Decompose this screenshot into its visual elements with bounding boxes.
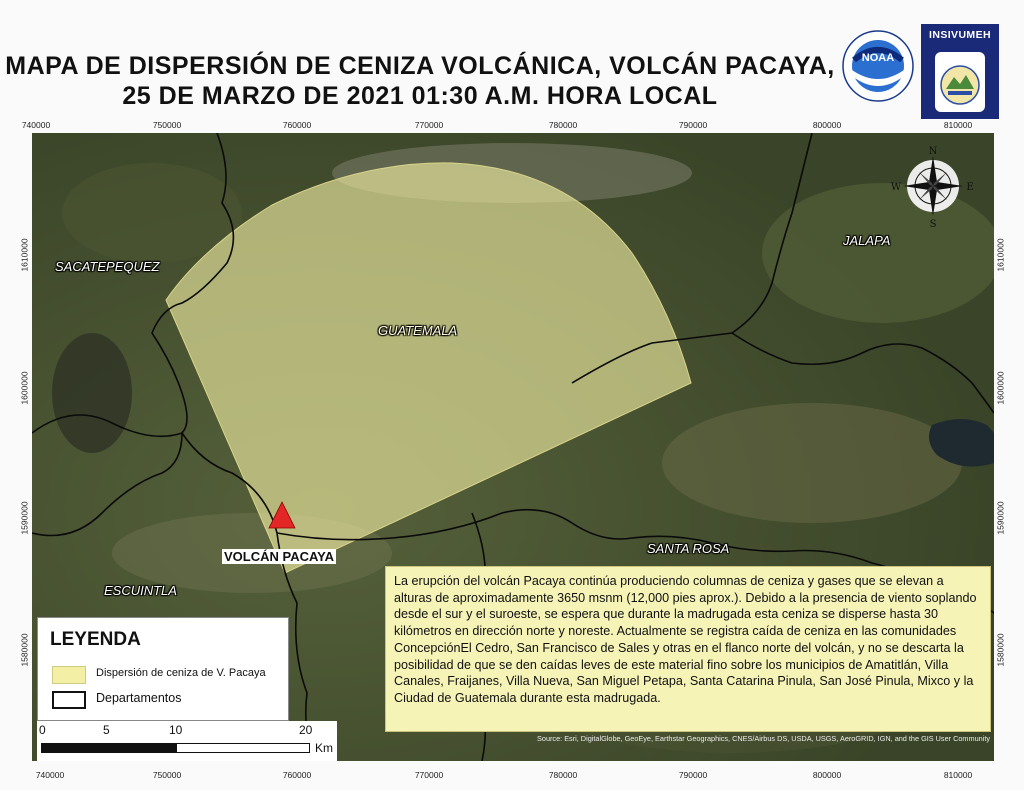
scale-bar-segment-dark <box>41 743 177 753</box>
grid-tick-x-top: 770000 <box>414 120 444 130</box>
place-label-santa-rosa: SANTA ROSA <box>647 541 730 556</box>
place-label-jalapa: JALAPA <box>843 233 891 248</box>
grid-tick-y-left: 1610000 <box>19 238 30 272</box>
grid-tick-x-bottom: 740000 <box>35 770 65 780</box>
grid-tick-y-right: 1590000 <box>995 501 1006 535</box>
insivumeh-logo-text: INSIVUMEH <box>929 29 991 41</box>
grid-tick-x-bottom: 790000 <box>678 770 708 780</box>
legend-heading: LEYENDA <box>50 629 141 650</box>
legend-departments-swatch <box>52 691 86 709</box>
scale-unit: Km <box>315 741 333 755</box>
compass-s: S <box>929 219 937 230</box>
grid-tick-y-left: 1580000 <box>19 633 30 667</box>
grid-tick-x-top: 760000 <box>282 120 312 130</box>
map-title-line2: 25 DE MARZO DE 2021 01:30 A.M. HORA LOCAL <box>122 82 718 110</box>
grid-tick-x-top: 740000 <box>21 120 51 130</box>
grid-tick-y-left: 1600000 <box>19 371 30 405</box>
legend-box <box>37 617 289 721</box>
grid-tick-x-top: 780000 <box>548 120 578 130</box>
grid-tick-x-bottom: 810000 <box>943 770 973 780</box>
legend-ash-label: Dispersión de ceniza de V. Pacaya <box>96 667 266 679</box>
grid-tick-x-bottom: 770000 <box>414 770 444 780</box>
insivumeh-logo <box>921 24 999 119</box>
grid-tick-y-right: 1600000 <box>995 371 1006 405</box>
place-label-sacatepequez: SACATEPEQUEZ <box>55 259 160 274</box>
volcano-label: VOLCÁN PACAYA <box>224 549 335 564</box>
grid-tick-x-top: 800000 <box>812 120 842 130</box>
legend-departments-label: Departamentos <box>96 691 182 705</box>
scale-label: 10 <box>169 723 183 737</box>
info-text-box <box>385 566 991 732</box>
grid-tick-x-top: 790000 <box>678 120 708 130</box>
grid-tick-y-right: 1610000 <box>995 238 1006 272</box>
legend-ash-swatch <box>52 666 86 684</box>
map-title-line1: MAPA DE DISPERSIÓN DE CENIZA VOLCÁNICA, VOLCÁN PACAYA, <box>5 52 835 80</box>
place-label-guatemala: GUATEMALA <box>378 323 458 338</box>
grid-tick-x-bottom: 780000 <box>548 770 578 780</box>
grid-tick-y-left: 1590000 <box>19 501 30 535</box>
place-label-escuintla: ESCUINTLA <box>104 583 177 598</box>
scale-label: 20 <box>299 723 313 737</box>
compass-n: N <box>928 146 938 157</box>
grid-tick-y-right: 1580000 <box>995 633 1006 667</box>
compass-w: W <box>890 182 902 193</box>
noaa-logo-text: NOAA <box>861 52 895 64</box>
grid-tick-x-top: 750000 <box>152 120 182 130</box>
scale-label: 0 <box>39 723 46 737</box>
volcano-agua-shape <box>52 333 132 453</box>
map-credit: Source: Esri, DigitalGlobe, GeoEye, Earthstar Geographics, CNES/Airbus DS, USDA, USGS, AeroGRID, IGN, and the GIS User Community <box>537 734 990 743</box>
compass-e: E <box>966 182 974 193</box>
grid-tick-x-bottom: 750000 <box>152 770 182 780</box>
grid-tick-x-bottom: 800000 <box>812 770 842 780</box>
info-text: La erupción del volcán Pacaya continúa produciendo columnas de ceniza y gases que se elevan a alturas de aproximadamente 3650 msnm (12,000 pies aprox.). Debido a la presencia de viento soplando desde el sur y el suroeste, se espera que durante la madrugada esta ceniza se disperse hasta 30 kilómetros en dirección norte y noreste. Actualmente se registra caída de ceniza en las comunidades ConcepciónEl Cedro, San Francisco de Sales y otras en el flanco norte del volcán, y no se descarta la posibilidad de que se den caídas leves de este material fino sobre los municipios de Amatitlán, Villa Canales, Fraijanes, Villa Nueva, San Miguel Petapa, Santa Catarina Pinula, San José Pinula, Mixco y la Ciudad de Guatemala durante esta madrugada. <box>394 574 977 705</box>
grid-tick-x-bottom: 760000 <box>282 770 312 780</box>
insivumeh-emblem-icon <box>934 51 986 113</box>
noaa-logo <box>842 30 914 102</box>
scale-bar-segment-light <box>176 743 310 753</box>
scale-label: 5 <box>103 723 110 737</box>
scale-bar <box>37 721 337 761</box>
grid-tick-x-top: 810000 <box>943 120 973 130</box>
